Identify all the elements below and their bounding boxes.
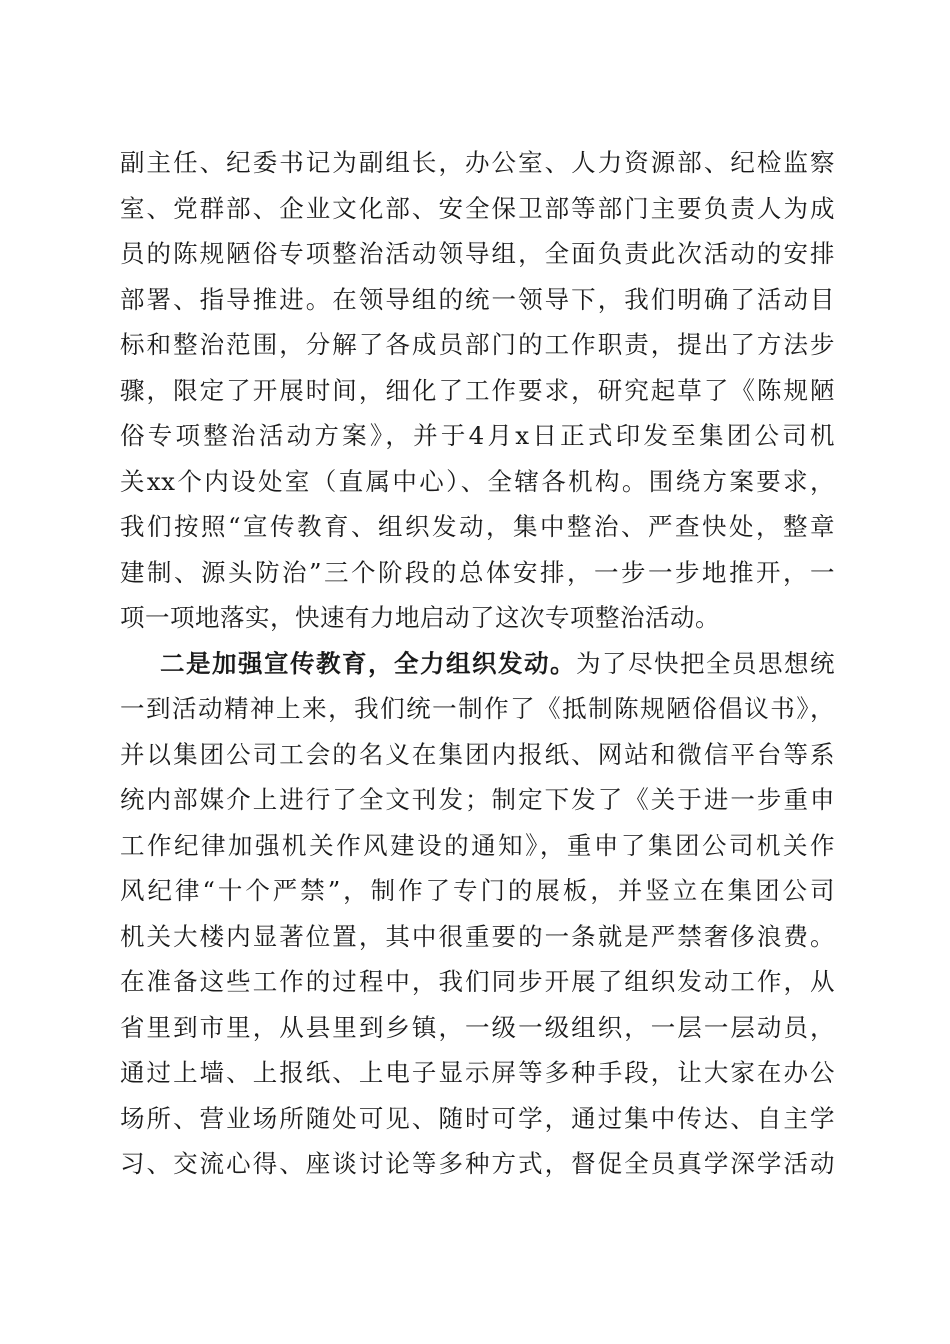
paragraph2-first-line-text: 为了尽快把全员思想统 bbox=[576, 648, 835, 678]
paragraph1-line: 员的陈规陋俗专项整治活动领导组，全面负责此次活动的安排 bbox=[120, 239, 835, 268]
paragraph2-line: 机关大楼内显著位置，其中很重要的一条就是严禁奢侈浪费。 bbox=[120, 921, 835, 951]
paragraph2-line: 通过上墙、上报纸、上电子显示屏等多种手段，让大家在办公 bbox=[120, 1058, 835, 1087]
paragraph1-line: 部署、指导推进。在领导组的统一领导下，我们明确了活动目 bbox=[120, 284, 835, 314]
paragraph1-last-line: 项一项地落实，快速有力地启动了这次专项整治活动。 bbox=[120, 603, 720, 632]
paragraph2-line: 习、交流心得、座谈讨论等多种方式，督促全员真学深学活动 bbox=[120, 1149, 835, 1178]
paragraph2-line: 统内部媒介上进行了全文刊发；制定下发了《关于进一步重申 bbox=[120, 785, 835, 814]
paragraph1-line: 关xx个内设处室（直属中心）、全辖各机构。围绕方案要求， bbox=[120, 466, 835, 496]
paragraph2-line: 场所、营业场所随处可见、随时可学，通过集中传达、自主学 bbox=[120, 1103, 835, 1133]
paragraph1-line: 骤，限定了开展时间，细化了工作要求，研究起草了《陈规陋 bbox=[120, 375, 835, 405]
paragraph1-line: 室、党群部、企业文化部、安全保卫部等部门主要负责人为成 bbox=[120, 193, 835, 223]
paragraph1-line: 标和整治范围，分解了各成员部门的工作职责，提出了方法步 bbox=[120, 330, 835, 359]
paragraph2-line: 在准备这些工作的过程中，我们同步开展了组织发动工作，从 bbox=[120, 967, 835, 996]
paragraph2-line: 工作纪律加强机关作风建设的通知》，重申了集团公司机关作 bbox=[120, 830, 835, 860]
paragraph2-line: 并以集团公司工会的名义在集团内报纸、网站和微信平台等系 bbox=[120, 739, 835, 769]
paragraph2-line: 风纪律“十个严禁”，制作了专门的展板，并竖立在集团公司 bbox=[120, 876, 835, 905]
paragraph2-first-line bbox=[120, 641, 835, 687]
paragraph1-line: 俗专项整治活动方案》，并于4月x日正式印发至集团公司机 bbox=[120, 421, 835, 450]
paragraph1-line: 建制、源头防治”三个阶段的总体安排，一步一步地推开，一 bbox=[120, 557, 835, 587]
paragraph2-heading: 二是加强宣传教育，全力组织发动。 bbox=[160, 648, 576, 678]
paragraph1-line: 我们按照“宣传教育、组织发动，集中整治、严查快处，整章 bbox=[120, 512, 835, 541]
paragraph2-line: 省里到市里，从县里到乡镇，一级一级组织，一层一层动员， bbox=[120, 1012, 835, 1042]
paragraph2-line: 一到活动精神上来，我们统一制作了《抵制陈规陋俗倡议书》， bbox=[120, 694, 835, 723]
paragraph1-line: 副主任、纪委书记为副组长，办公室、人力资源部、纪检监察 bbox=[120, 148, 835, 177]
document-body bbox=[120, 140, 835, 1187]
